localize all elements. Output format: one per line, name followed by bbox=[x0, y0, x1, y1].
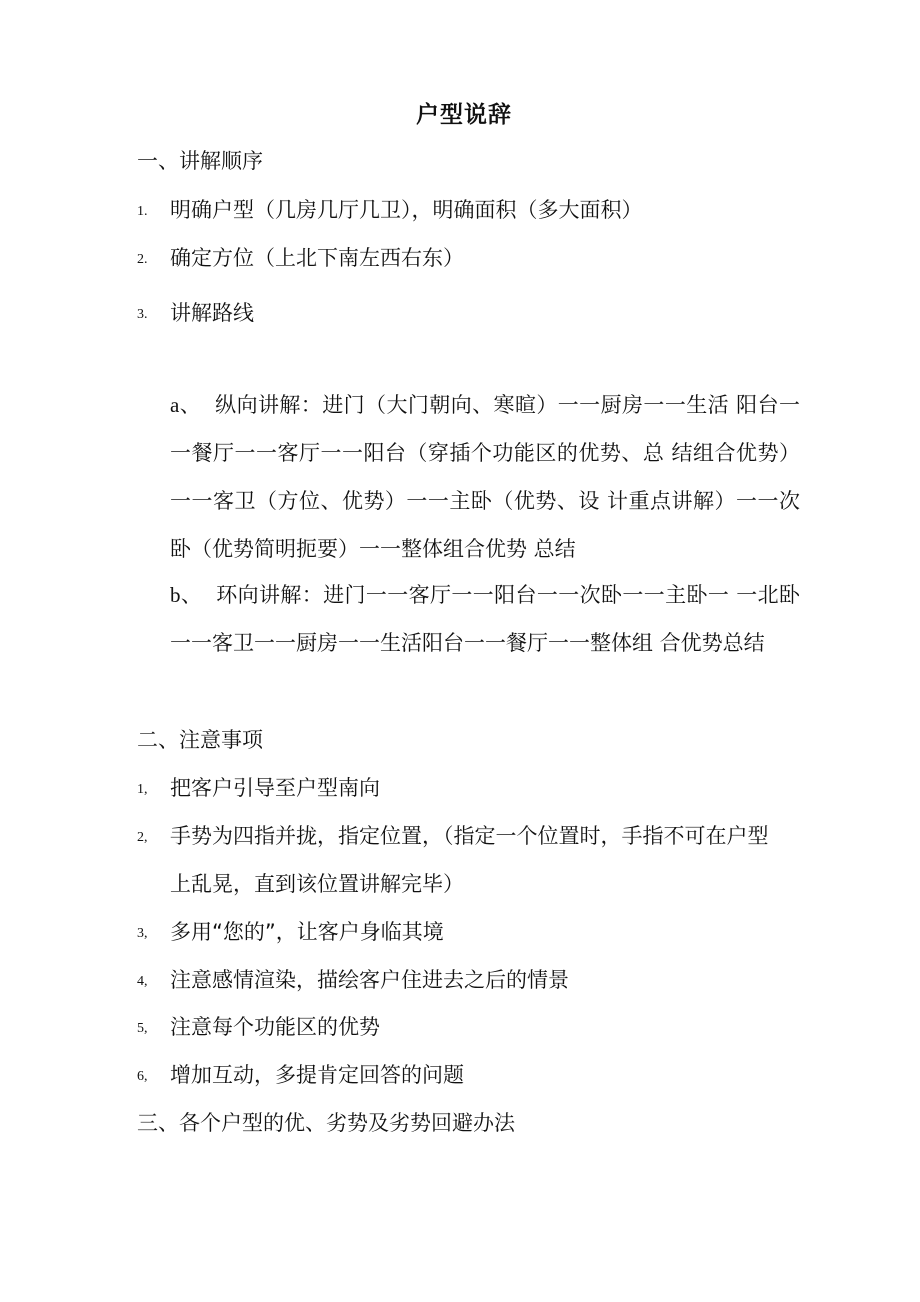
route-text: 纵向讲解：进门（大门朝向、寒暄）一一厨房一一生活 阳台一一餐厅一一客厅一一阳台（穿插个功能区的优势、总 结组合优势）一一客卫（方位、优势）一一主卧（优势、设 计重点讲解）一一次卧（优势简明扼要）一一整体组合优势 总结 bbox=[170, 393, 800, 561]
list-number: 5, bbox=[137, 1021, 148, 1036]
list-item: 注意每个功能区的优势 bbox=[170, 1015, 380, 1039]
list-item: 多用“您的”，让客户身临其境 bbox=[170, 920, 444, 944]
list-item: 手势为四指并拢，指定位置，（指定一个位置时，手指不可在户型上乱晃，直到该位置讲解完毕） bbox=[170, 824, 769, 896]
list-item: 增加互动，多提肯定回答的问题 bbox=[170, 1063, 464, 1087]
route-paragraph-vertical bbox=[170, 381, 800, 573]
route-marker: a、 bbox=[170, 393, 202, 417]
list-item: 注意感情渲染，描绘客户住进去之后的情景 bbox=[170, 968, 569, 992]
route-text: 环向讲解：进门一一客厅一一阳台一一次卧一一主卧一 一北卧一一客卫一一厨房一一生活阳台一一餐厅一一整体组 合优势总结 bbox=[170, 583, 800, 655]
list-number: 2, bbox=[137, 830, 148, 845]
list-item: 把客户引导至户型南向 bbox=[170, 776, 380, 800]
route-marker: b、 bbox=[170, 583, 203, 607]
list-item: 讲解路线 bbox=[170, 301, 254, 325]
document-title: 户型说辞 bbox=[416, 102, 512, 128]
section-heading-order: 一、讲解顺序 bbox=[137, 149, 263, 173]
section-heading-pros-cons: 三、各个户型的优、劣势及劣势回避办法 bbox=[137, 1111, 515, 1135]
list-number: 1. bbox=[137, 204, 148, 219]
list-number: 3, bbox=[137, 926, 148, 941]
list-number: 6, bbox=[137, 1069, 148, 1084]
list-number: 1, bbox=[137, 782, 148, 797]
list-number: 2. bbox=[137, 252, 148, 267]
list-item: 确定方位（上北下南左西右东） bbox=[170, 246, 464, 270]
list-item: 明确户型（几房几厅几卫），明确面积（多大面积） bbox=[170, 198, 643, 222]
section-heading-notes: 二、注意事项 bbox=[137, 728, 263, 752]
list-number: 3. bbox=[137, 307, 148, 322]
list-number: 4, bbox=[137, 974, 148, 989]
route-paragraph-circular bbox=[170, 571, 800, 667]
